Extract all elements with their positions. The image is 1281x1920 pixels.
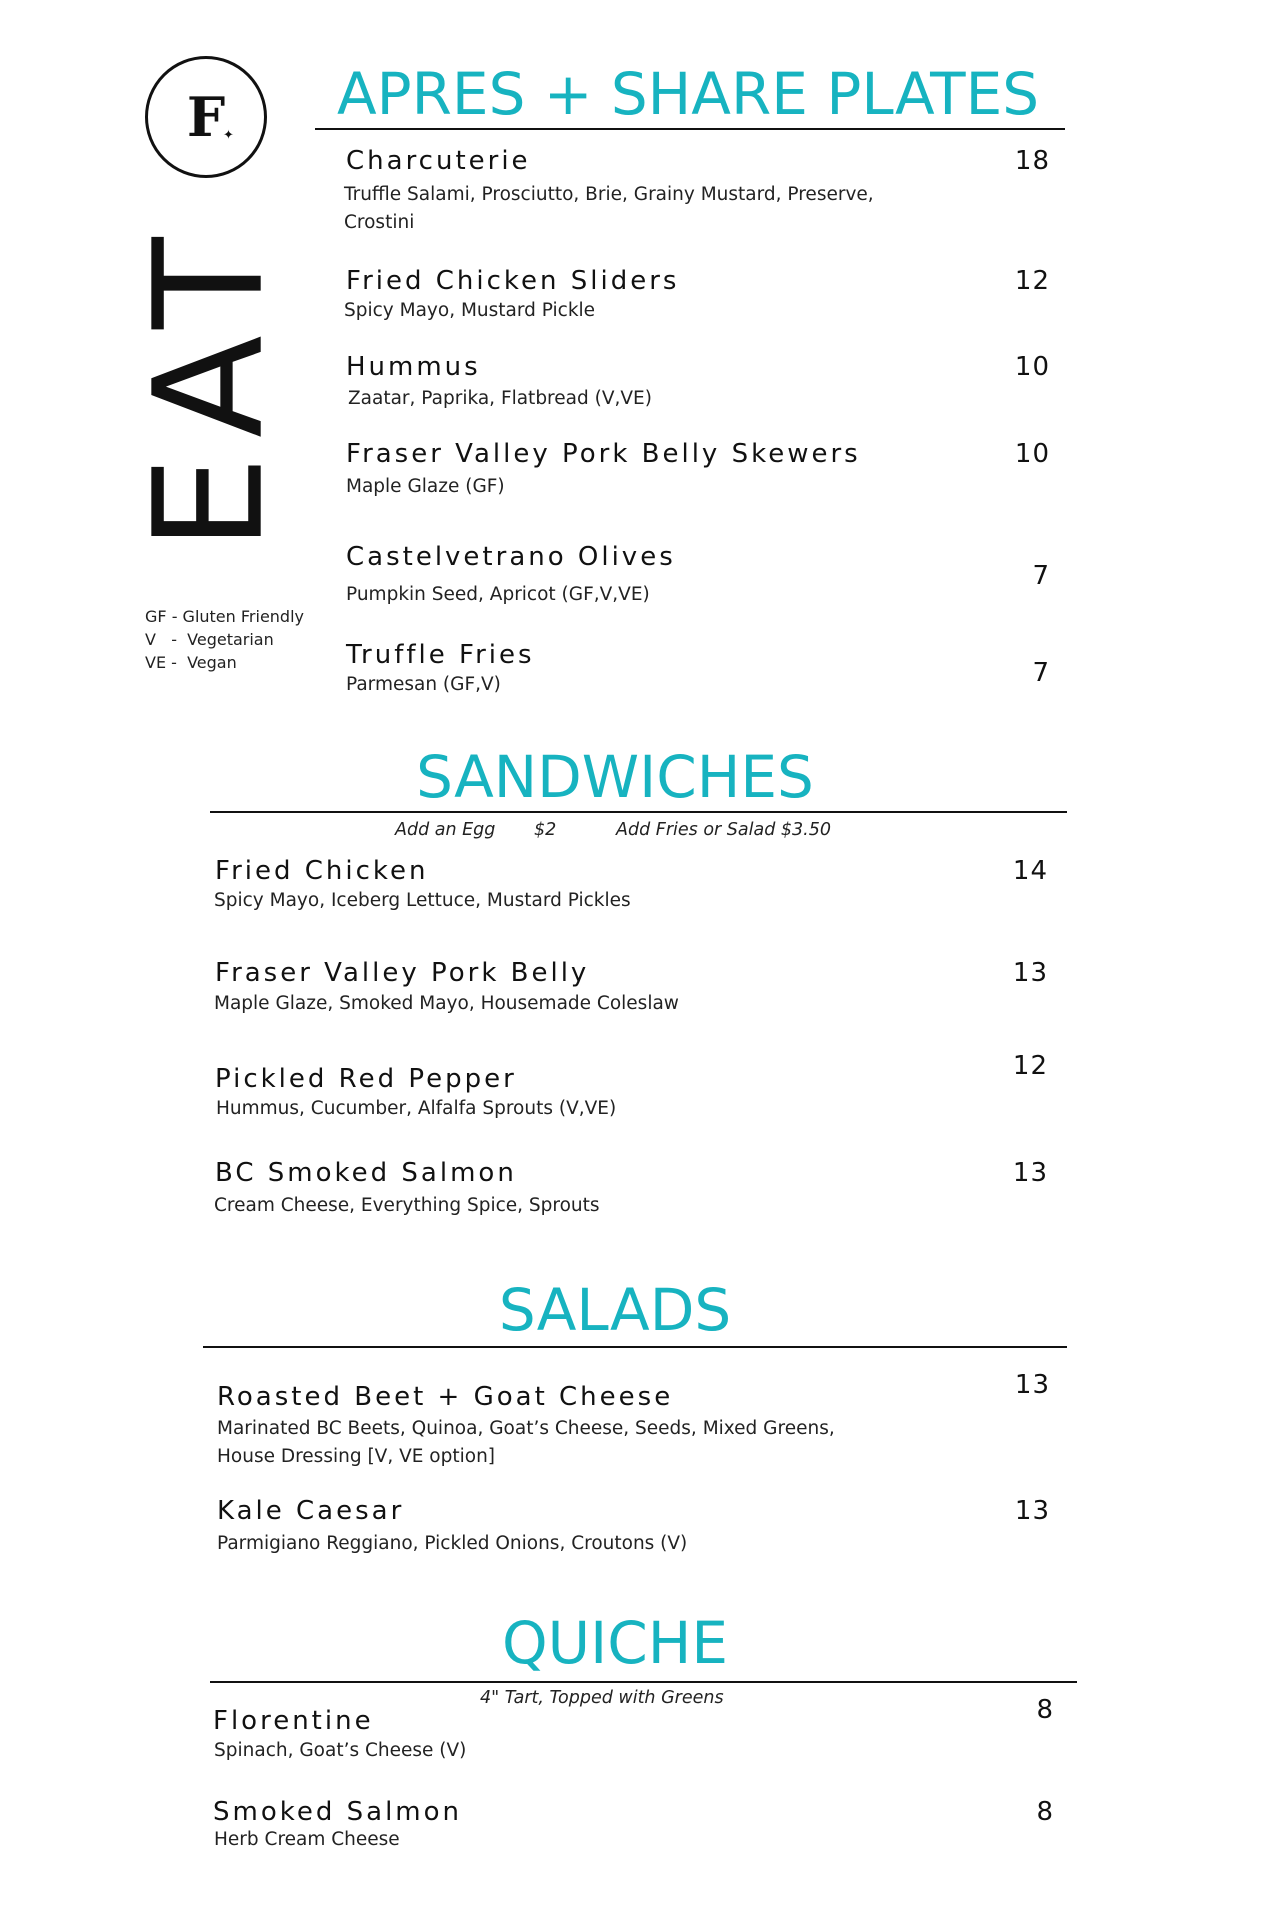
menu-item-desc: Marinated BC Beets, Quinoa, Goat’s Cheese, Seeds, Mixed Greens, House Dressing [V, VE option] bbox=[217, 1418, 835, 1467]
menu-item-desc: Maple Glaze, Smoked Mayo, Housemade Coleslaw bbox=[214, 993, 679, 1014]
legend-ve: VE - Vegan bbox=[145, 653, 237, 672]
menu-item-price: 7 bbox=[1032, 561, 1050, 591]
maple-leaf-icon: ✦ bbox=[223, 128, 234, 143]
menu-item-name: BC Smoked Salmon bbox=[215, 1158, 517, 1188]
menu-item-price: 13 bbox=[1014, 1496, 1050, 1526]
menu-item-name: Truffle Fries bbox=[346, 640, 535, 670]
menu-item-price: 7 bbox=[1032, 658, 1050, 688]
sandwiches-heading: SANDWICHES bbox=[416, 743, 814, 811]
menu-item-price: 10 bbox=[1014, 439, 1050, 469]
menu-item-name: Castelvetrano Olives bbox=[346, 542, 676, 572]
salads-heading: SALADS bbox=[498, 1276, 732, 1344]
menu-item-name: Fraser Valley Pork Belly Skewers bbox=[346, 439, 861, 469]
menu-item-desc: Hummus, Cucumber, Alfalfa Sprouts (V,VE) bbox=[216, 1098, 617, 1119]
menu-item-desc: Spicy Mayo, Iceberg Lettuce, Mustard Pickles bbox=[214, 890, 631, 911]
eat-side-title bbox=[112, 215, 307, 555]
menu-item-price: 13 bbox=[1012, 1158, 1048, 1188]
menu-item-name: Fried Chicken Sliders bbox=[346, 266, 680, 296]
add-egg-price: $2 bbox=[534, 820, 557, 840]
menu-item-desc: Maple Glaze (GF) bbox=[346, 476, 505, 497]
menu-item-name: Kale Caesar bbox=[217, 1496, 405, 1526]
menu-item-desc: Cream Cheese, Everything Spice, Sprouts bbox=[214, 1195, 600, 1216]
menu-item-desc: Pumpkin Seed, Apricot (GF,V,VE) bbox=[346, 584, 650, 605]
menu-item-name: Florentine bbox=[213, 1706, 374, 1736]
quiche-heading: QUICHE bbox=[502, 1609, 728, 1677]
apres-divider bbox=[315, 128, 1065, 130]
menu-item-price: 13 bbox=[1012, 958, 1048, 988]
legend-gf: GF - Gluten Friendly bbox=[145, 607, 304, 626]
quiche-note: 4" Tart, Topped with Greens bbox=[480, 1688, 724, 1708]
menu-item-name: Charcuterie bbox=[346, 146, 531, 176]
menu-item-desc: Spinach, Goat’s Cheese (V) bbox=[214, 1740, 467, 1761]
apres-heading: APRES + SHARE PLATES bbox=[336, 60, 1040, 128]
menu-item-price: 14 bbox=[1012, 856, 1048, 886]
menu-item-name: Pickled Red Pepper bbox=[215, 1064, 517, 1094]
menu-item-price: 10 bbox=[1014, 352, 1050, 382]
menu-item-desc: Spicy Mayo, Mustard Pickle bbox=[344, 300, 596, 321]
menu-item-price: 8 bbox=[1036, 1797, 1054, 1827]
menu-item-name: Roasted Beet + Goat Cheese bbox=[217, 1382, 674, 1412]
menu-item-desc: Truffle Salami, Prosciutto, Brie, Grainy Mustard, Preserve, Crostini bbox=[344, 184, 874, 233]
brand-logo bbox=[145, 56, 267, 178]
menu-item-desc: Parmigiano Reggiano, Pickled Onions, Croutons (V) bbox=[217, 1533, 688, 1554]
menu-item-name: Hummus bbox=[346, 352, 481, 382]
menu-item-price: 8 bbox=[1036, 1695, 1054, 1725]
add-egg-note: Add an Egg bbox=[395, 820, 496, 840]
menu-item-price: 12 bbox=[1012, 1051, 1048, 1081]
add-fries-note: Add Fries or Salad $3.50 bbox=[616, 820, 831, 840]
quiche-divider bbox=[210, 1681, 1077, 1683]
legend-v: V - Vegetarian bbox=[145, 630, 274, 649]
menu-item-name: Fraser Valley Pork Belly bbox=[215, 958, 590, 988]
menu-item-price: 18 bbox=[1014, 146, 1050, 176]
menu-item-price: 12 bbox=[1014, 266, 1050, 296]
eat-text: EAT bbox=[122, 219, 297, 551]
menu-item-name: Smoked Salmon bbox=[213, 1797, 463, 1827]
menu-item-desc: Parmesan (GF,V) bbox=[346, 674, 501, 695]
menu-item-price: 13 bbox=[1014, 1370, 1050, 1400]
menu-item-name: Fried Chicken bbox=[215, 856, 429, 886]
salads-divider bbox=[203, 1346, 1067, 1348]
sandwiches-divider bbox=[210, 811, 1067, 813]
menu-item-desc: Herb Cream Cheese bbox=[214, 1829, 400, 1850]
menu-item-desc: Zaatar, Paprika, Flatbread (V,VE) bbox=[348, 388, 652, 409]
logo-letter: F bbox=[186, 85, 226, 149]
